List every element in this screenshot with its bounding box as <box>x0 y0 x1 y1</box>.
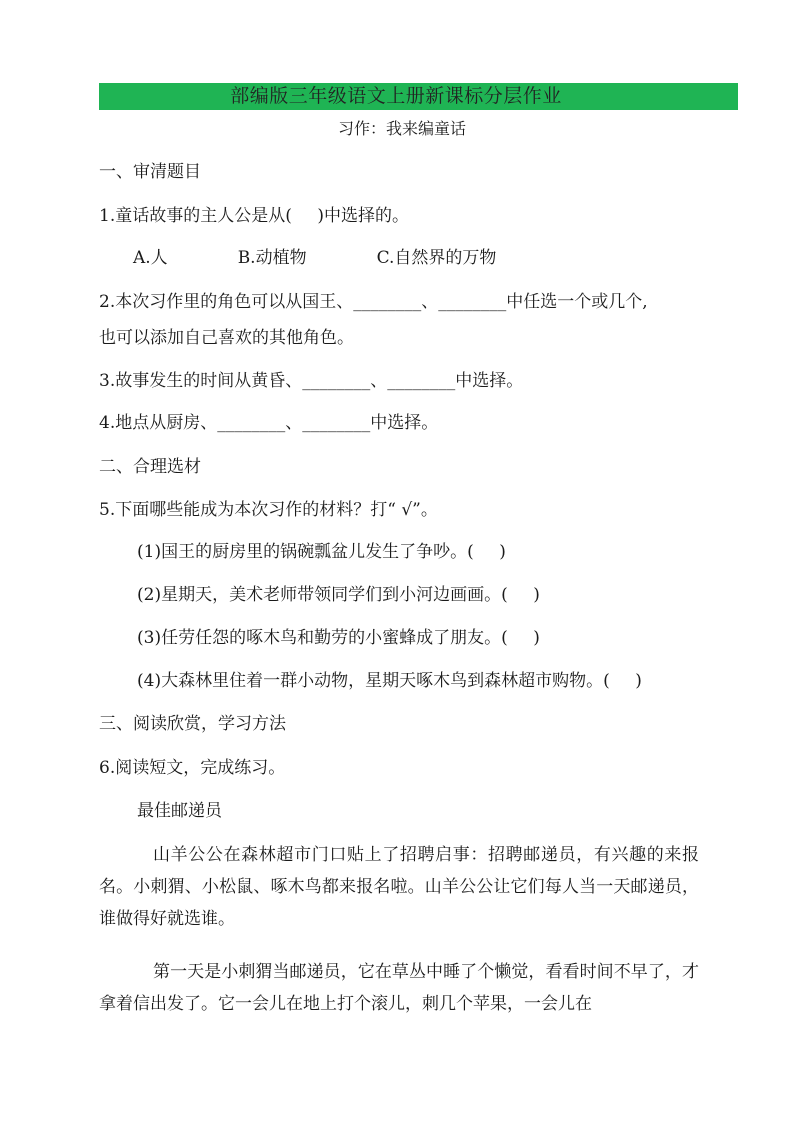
passage-paragraph-2: 第一天是小刺猬当邮递员，它在草丛中睡了个懒觉，看看时间不早了，才拿着信出发了。它一会儿在地上打个滚儿，刺几个苹果，一会儿在 <box>99 962 699 1014</box>
section-2-heading: 二、合理选材 <box>99 457 201 477</box>
question-5-item-2: (2)星期天，美术老师带领同学们到小河边画画。( ) <box>137 585 540 605</box>
section-1-heading: 一、审清题目 <box>99 162 201 182</box>
section-3-heading: 三、阅读欣赏，学习方法 <box>99 714 286 734</box>
passage-title: 最佳邮递员 <box>137 801 222 821</box>
option-c: C.自然界的万物 <box>376 248 497 268</box>
question-2-line-1: 2.本次习作里的角色可以从国王、________、________中任选一个或几个, <box>99 292 648 312</box>
question-5-item-3: (3)任劳任怨的啄木鸟和勤劳的小蜜蜂成了朋友。( ) <box>137 628 540 648</box>
question-3: 3.故事发生的时间从黄昏、________、________中选择。 <box>99 371 524 391</box>
question-1: 1.童话故事的主人公是从( )中选择的。 <box>99 206 409 226</box>
header-banner <box>99 83 738 110</box>
page-subtitle: 习作：我来编童话 <box>337 119 466 138</box>
option-a: A.人 <box>133 248 168 268</box>
passage-paragraph-1: 山羊公公在森林超市门口贴上了招聘启事：招聘邮递员，有兴趣的来报名。小刺猬、小松鼠、啄木鸟都来报名啦。山羊公公让它们每人当一天邮递员，谁做得好就选谁。 <box>99 845 699 929</box>
question-1-options <box>133 246 496 270</box>
question-5-item-4: (4)大森林里住着一群小动物，星期天啄木鸟到森林超市购物。( ) <box>137 671 642 691</box>
banner-title: 部编版三年级语文上册新课标分层作业 <box>230 85 562 107</box>
question-5-item-1: (1)国王的厨房里的锅碗瓢盆儿发生了争吵。( ) <box>137 542 506 562</box>
option-b: B.动植物 <box>237 248 307 268</box>
question-6: 6.阅读短文，完成练习。 <box>99 758 286 778</box>
question-4: 4.地点从厨房、________、________中选择。 <box>99 413 439 433</box>
question-5: 5.下面哪些能成为本次习作的材料？打“ √”。 <box>99 500 438 520</box>
question-2-line-2: 也可以添加自己喜欢的其他角色。 <box>99 328 354 348</box>
